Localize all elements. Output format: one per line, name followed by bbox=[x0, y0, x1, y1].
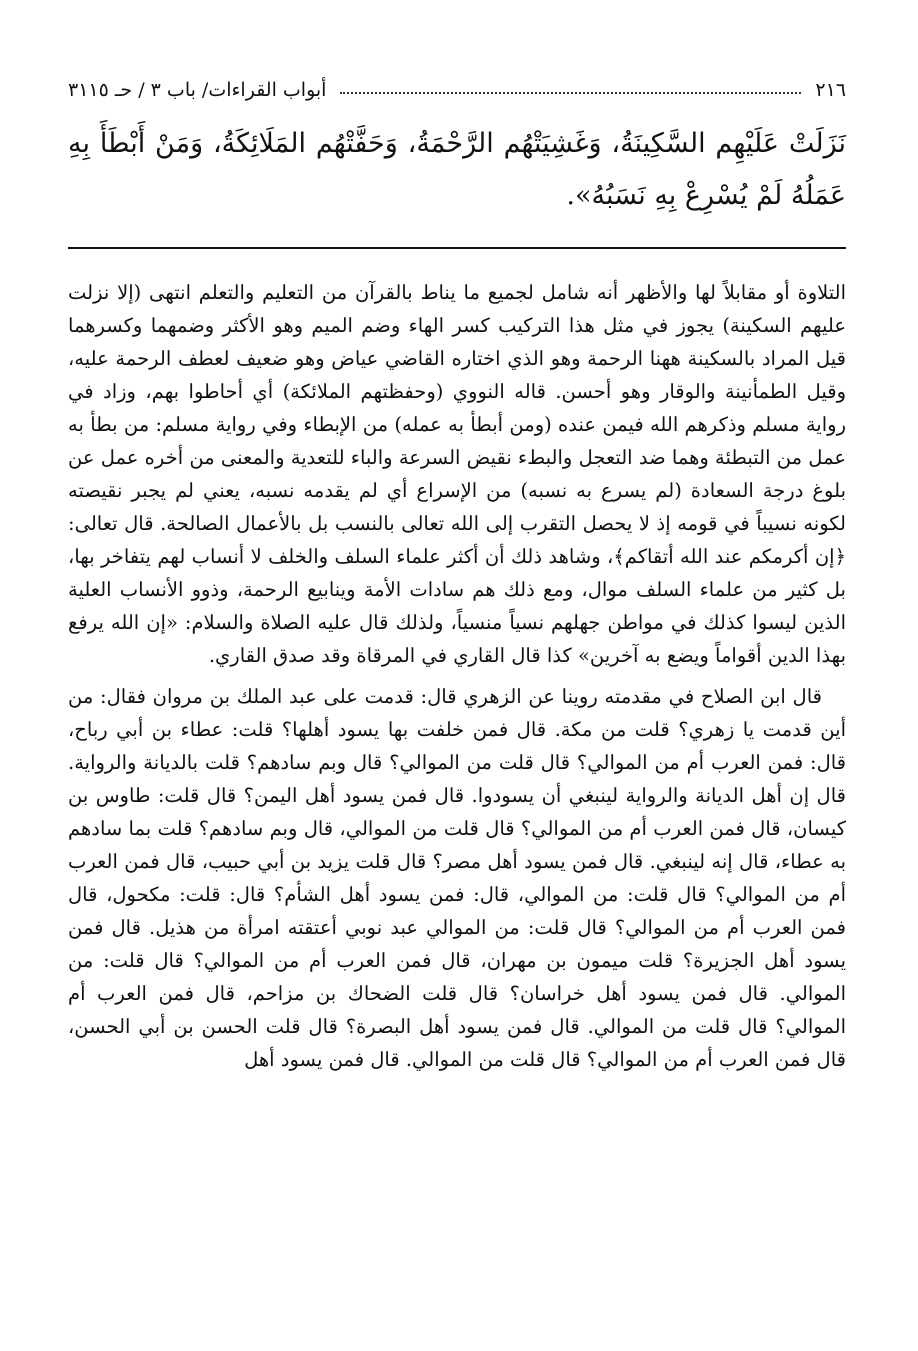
commentary-block bbox=[68, 276, 846, 1326]
page-header bbox=[68, 74, 846, 106]
hadith-text-block bbox=[68, 118, 846, 222]
commentary-paragraph-2: قال ابن الصلاح في مقدمته روينا عن الزهري قال: قدمت على عبد الملك بن مروان فقال: من أين قدمت يا زهري؟ قلت من مكة. قال فمن خلفت بها يسود أهلها؟ قلت: عطاء بن أبي رباح، قال: فمن العرب أم من الموالي؟ قال قلت من الموالي؟ قال وبم سادهم؟ قلت بالديانة والرواية. قال إن أهل الديانة والرواية لينبغي أن يسودوا. قال فمن يسود أهل اليمن؟ قال قلت: طاوس بن كيسان، قال فمن العرب أم من الموالي؟ قال قلت من الموالي، قال وبم سادهم؟ قلت بما سادهم به عطاء، قال إنه لينبغي. قال فمن يسود أهل مصر؟ قال قلت يزيد بن أبي حبيب، قال فمن العرب أم من الموالي؟ قال قلت: من الموالي، قال: فمن يسود أهل الشأم؟ قال: قلت: مكحول، قال فمن العرب أم من الموالي؟ قال قلت: من الموالي عبد نوبي أعتقته امرأة من هذيل. قال فمن يسود أهل الجزيرة؟ قلت ميمون بن مهران، قال فمن العرب أم من الموالي؟ قال قلت: من الموالي. قال فمن يسود أهل خراسان؟ قال قلت الضحاك بن مزاحم، قال فمن العرب أم الموالي؟ قال قلت من الموالي. قال فمن يسود أهل البصرة؟ قال قلت الحسن بن أبي الحسن، قال فمن العرب أم من الموالي؟ قال قلت من الموالي. قال فمن يسود أهل bbox=[68, 685, 846, 1071]
commentary-paragraph-1: التلاوة أو مقابلاً لها والأظهر أنه شامل لجميع ما يناط بالقرآن من التعليم والتعلم انتهى (إلا نزلت عليهم السكينة) يجوز في مثل هذا التركيب كسر الهاء وضم الميم وهو الأكثر وضمهما وكسرهما قيل المراد بالسكينة ههنا الرحمة وهو الذي اختاره القاضي عياض وهو ضعيف لعطف الرحمة عليه، وقيل الطمأنينة والوقار وهو أحسن. قاله النووي (وحفظتهم الملائكة) أي أحاطوا بهم، وزاد في رواية مسلم وذكرهم الله فيمن عنده (ومن أبطأ به عمله) من الإبطاء وفي رواية مسلم: من بطأ به عمل من التبطئة وهما ضد التعجل والبطء نقيض السرعة والباء للتعدية والمعنى من أخره عمل عن بلوغ درجة السعادة (لم يسرع به نسبه) من الإسراع أي لم يقدمه نسبه، يعني لم يجبر نقيصته لكونه نسيباً في قومه إذ لا يحصل التقرب إلى الله تعالى بالنسب بل بالأعمال الصالحة. قال تعالى: ﴿إن أكرمكم عند الله أتقاكم﴾، وشاهد ذلك أن أكثر علماء السلف والخلف لا أنساب لهم يتفاخر بها، بل كثير من علماء السلف موال، ومع ذلك هم سادات الأمة وينابيع الرحمة، وذوو الأنساب العلية الذين ليسوا كذلك في مواطن جهلهم نسياً منسياً، ولذلك قال عليه الصلاة والسلام: «إن الله يرفع بهذا الدين أقواماً ويضع به آخرين» كذا قال القاري في المرقاة وقد صدق القاري. bbox=[68, 281, 846, 667]
running-title: أبواب القراءات/ باب ٣ / حـ ٣١١٥ bbox=[68, 79, 327, 101]
header-dotted-leader bbox=[340, 92, 801, 94]
hadith-text: نَزَلَتْ عَلَيْهِم السَّكِينَةُ، وَغَشِيَتْهُم الرَّحْمَةُ، وَحَفَّتْهُم المَلَائِكَةُ، وَمَنْ أَبْطَأَ بِهِ عَمَلُهُ لَمْ يُسْرِعْ بِهِ نَسَبُهُ». bbox=[68, 128, 846, 211]
separator-rule bbox=[68, 247, 846, 249]
page-number: ٢١٦ bbox=[815, 79, 846, 101]
